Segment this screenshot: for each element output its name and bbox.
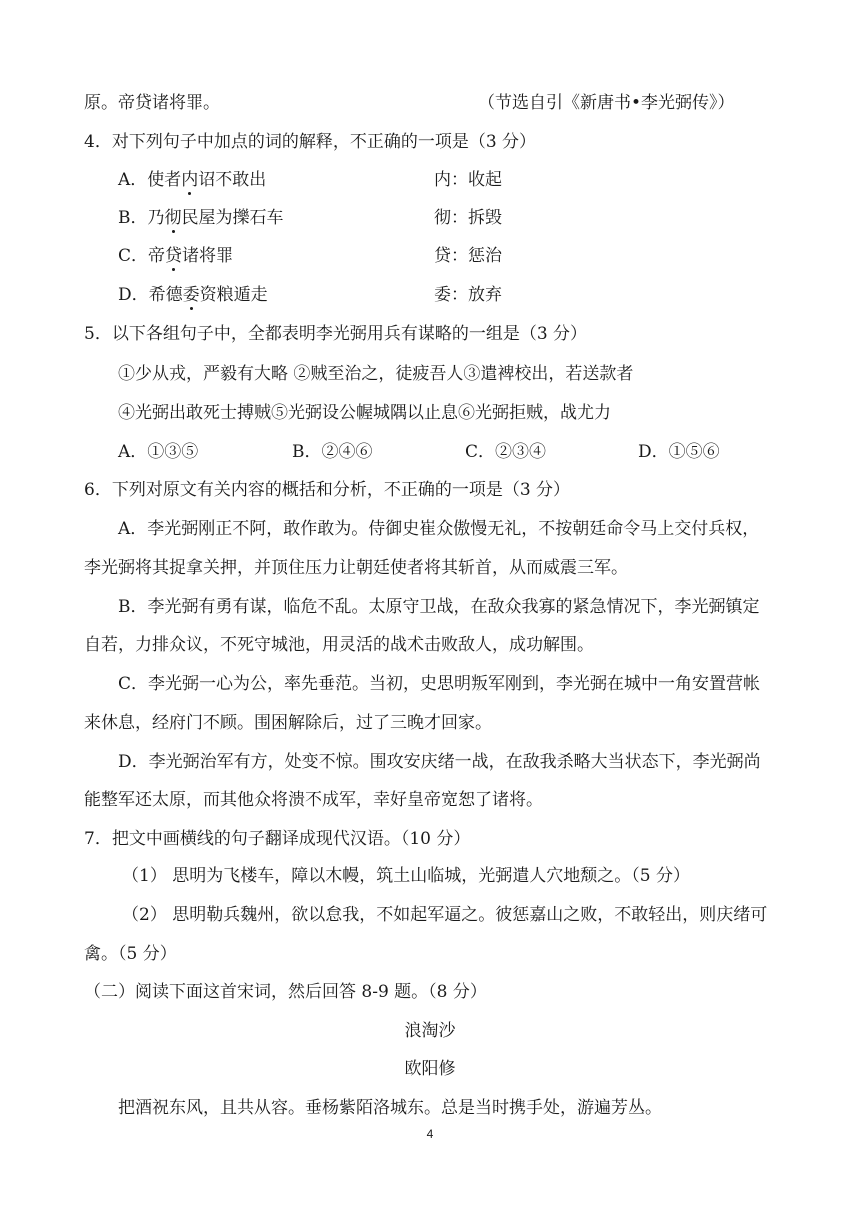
q4-option-d-explanation: 委：放弃 xyxy=(434,285,502,305)
q7-sentence-2-line-2: 禽。（5 分） xyxy=(84,944,177,964)
q6-option-b-line-1: B．李光弼有勇有谋，临危不乱。太原守卫战，在敌众我寡的紧急情况下，李光弼镇定 xyxy=(118,597,760,617)
q4-option-b-explanation: 彻：拆毁 xyxy=(434,208,502,228)
q5-sentences-line-1: ①少从戎，严毅有大略 ②贼至治之，徒疲吾人③遣裨校出，若送款者 xyxy=(118,364,634,384)
poem-line: 把酒祝东风，且共从容。垂杨紫陌洛城东。总是当时携手处，游遍芳丛。 xyxy=(118,1098,662,1118)
dotted-word: 彻 xyxy=(164,208,182,228)
q4-option-a-explanation: 内：收起 xyxy=(434,170,502,190)
q4-option-a: A．使者内诏不敢出 xyxy=(118,170,267,190)
option-label: D． xyxy=(118,285,149,305)
passage-tail: 原。帝贷诸将罪。 xyxy=(84,93,220,113)
question-6-stem: 6．下列对原文有关内容的概括和分析，不正确的一项是（3 分） xyxy=(84,480,571,500)
section-2-stem: （二）阅读下面这首宋词，然后回答 8-9 题。（8 分） xyxy=(84,982,487,1002)
q6-option-a-line-2: 李光弼将其捉拿关押，并顶住压力让朝廷使者将其斩首，从而威震三军。 xyxy=(84,558,628,578)
dotted-word: 内 xyxy=(181,170,199,190)
q6-option-b-line-2: 自若，力排众议，不死守城池，用灵活的战术击败敌人，成功解围。 xyxy=(84,635,594,655)
q7-sentence-2-line-1: （2） 思明勒兵魏州，欲以怠我，不如起军逼之。彼惩嘉山之败，不敢轻出，则庆绪可 xyxy=(122,905,768,925)
question-4-stem: 4．对下列句子中加点的词的解释，不正确的一项是（3 分） xyxy=(84,132,537,152)
q6-option-d-line-1: D．李光弼治军有方，处变不惊。围攻安庆绪一战，在敌我杀略大当状态下，李光弼尚 xyxy=(118,752,761,772)
q4-option-c: C．帝贷诸将罪 xyxy=(118,246,234,266)
q6-option-d-line-2: 能整军还太原，而其他众将溃不成军，幸好皇帝宽恕了诸将。 xyxy=(84,790,543,810)
poem-author: 欧阳修 xyxy=(404,1059,456,1079)
q5-choice-b: B．②④⑥ xyxy=(292,442,373,462)
q5-choice-a: A．①③⑤ xyxy=(118,442,199,462)
option-label: A． xyxy=(118,170,148,190)
q5-choice-d: D．①⑤⑥ xyxy=(638,442,720,462)
question-5-stem: 5．以下各组句子中，全都表明李光弼用兵有谋略的一组是（3 分） xyxy=(84,324,588,344)
q5-choice-c: C．②③④ xyxy=(465,442,547,462)
poem-title: 浪淘沙 xyxy=(404,1021,456,1041)
q5-sentences-line-2: ④光弼出敢死士搏贼⑤光弼设公幄城隅以止息⑥光弼拒贼，战尤力 xyxy=(118,403,611,423)
q6-option-c-line-1: C．李光弼一心为公，率先垂范。当初，史思明叛军刚到，李光弼在城中一角安置营帐 xyxy=(118,674,761,694)
option-label: C． xyxy=(118,246,149,266)
q4-option-c-explanation: 贷：惩治 xyxy=(434,246,502,266)
page-number: 4 xyxy=(426,1127,434,1141)
q4-option-d: D．希德委资粮遁走 xyxy=(118,285,268,305)
source-citation: （节选自引《新唐书•李光弼传》） xyxy=(478,93,735,113)
q6-option-c-line-2: 来休息，经府门不顾。围困解除后，过了三晚才回家。 xyxy=(84,713,492,733)
question-7-stem: 7．把文中画横线的句子翻译成现代汉语。（10 分） xyxy=(84,829,471,849)
q4-option-b: B．乃彻民屋为擽石车 xyxy=(118,208,284,228)
dotted-word: 委 xyxy=(182,285,200,305)
q7-sentence-1: （1） 思明为飞楼车，障以木幔，筑土山临城，光弼遣人穴地颓之。（5 分） xyxy=(122,866,690,886)
dotted-word: 贷 xyxy=(165,246,183,266)
option-label: B． xyxy=(118,208,148,228)
q6-option-a-line-1: A．李光弼刚正不阿，敢作敢为。侍御史崔众傲慢无礼，不按朝廷命令马上交付兵权， xyxy=(118,519,760,539)
